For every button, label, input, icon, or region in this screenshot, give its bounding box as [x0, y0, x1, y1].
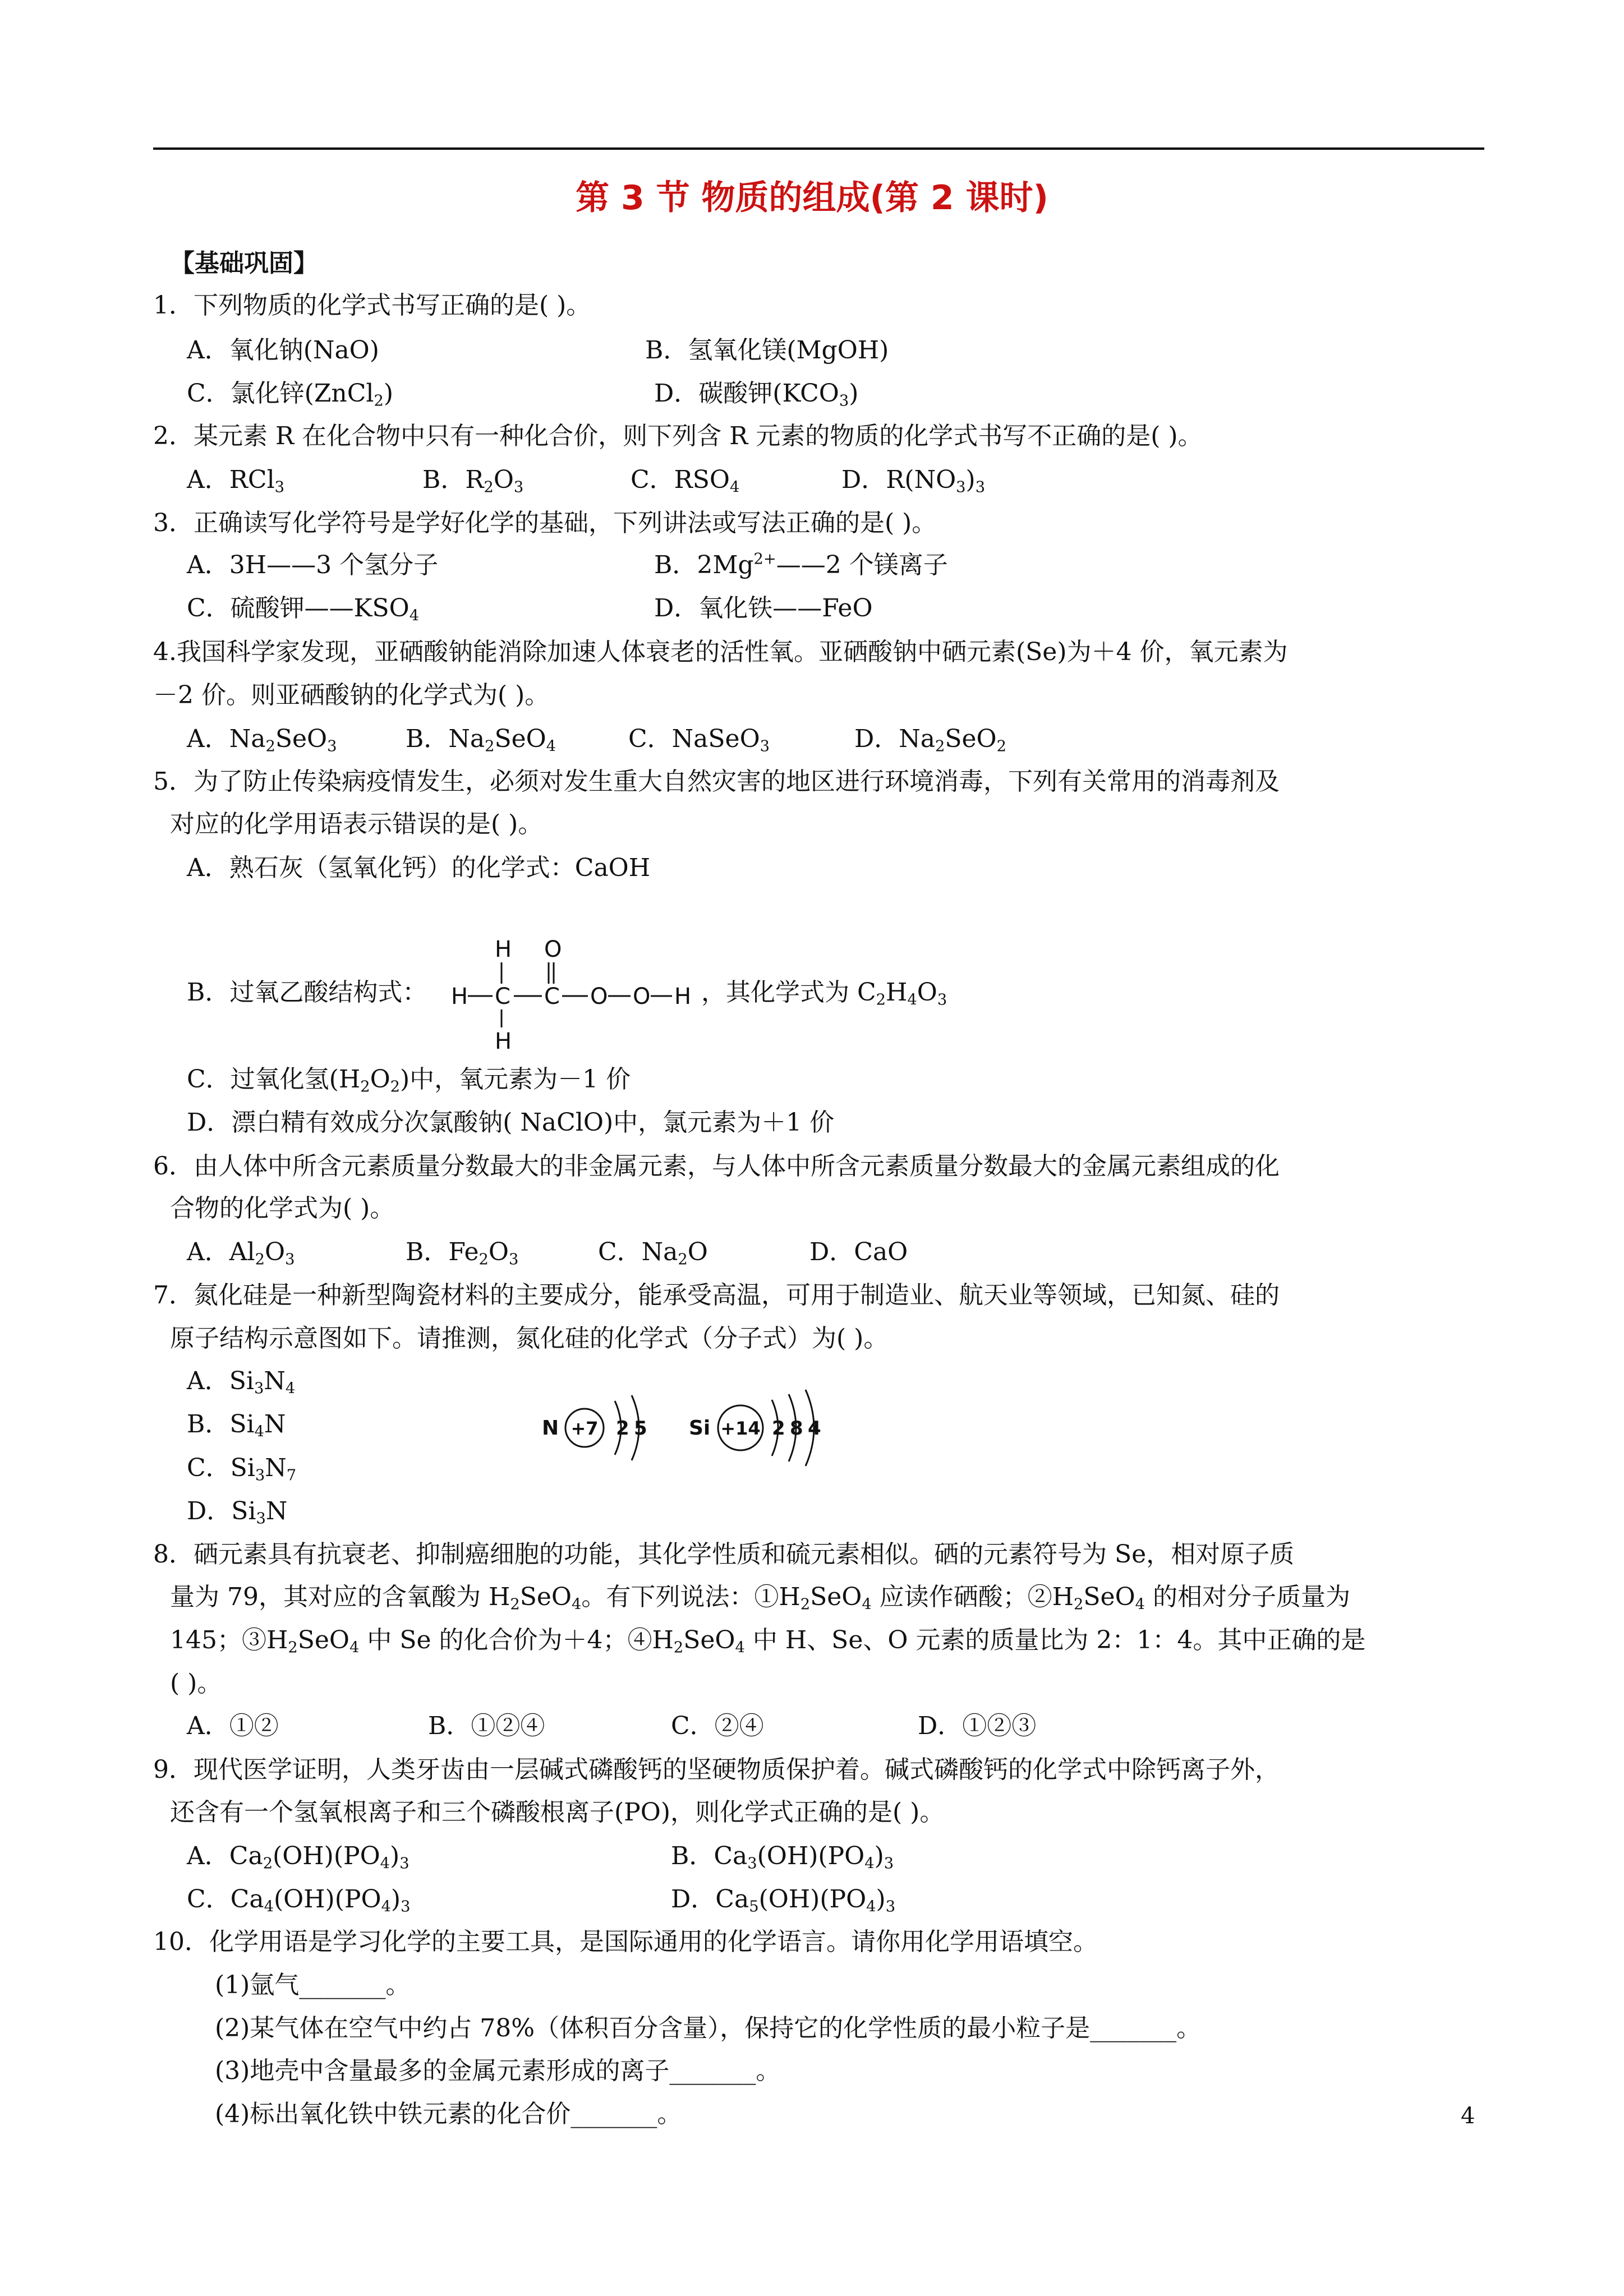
question-9-stem-cont: 还含有一个氢氧根离子和三个磷酸根离子(PO)，则化学式正确的是( )。 [170, 1798, 945, 1827]
q6-option-c: C．$Na_2O$ [598, 1238, 708, 1269]
question-2-stem: 2．某元素 R 在化合物中只有一种化合价，则下列含 R 元素的物质的化学式书写不正确的是( )。 [153, 422, 1203, 450]
q8-option-c: C．②④ [671, 1712, 764, 1740]
q8-option-b: B．①②④ [428, 1712, 545, 1740]
question-8-stem: 8．硒元素具有抗衰老、抑制癌细胞的功能，其化学性质和硫元素相似。硒的元素符号为 Se，相对原子质 [153, 1540, 1295, 1569]
question-7-stem-cont: 原子结构示意图如下。请推测，氮化硅的化学式（分子式）为( )。 [170, 1324, 889, 1353]
struct-atom-o1: O [590, 984, 608, 1009]
q2-option-a: A．RCl$_3$ [187, 465, 285, 496]
question-5-stem-cont: 对应的化学用语表示错误的是( )。 [170, 810, 543, 838]
q3-option-d: D．氧化铁——FeO [654, 594, 873, 623]
q1-option-d: D．碳酸钾$(KCO_3)$ [654, 379, 859, 410]
q6-option-b: B．$Fe_2O_3$ [406, 1238, 519, 1269]
question-7-stem: 7．氮化硅是一种新型陶瓷材料的主要成分，能承受高温，可用于制造业、航天业等领域，已知氮、硅的 [153, 1281, 1280, 1310]
si-shell-1-electrons: 2 [772, 1417, 785, 1440]
question-8-stem-line2: 量为 79，其对应的含氧酸为 $H_2SeO_4$。有下列说法：$①H_2SeO_4$ 应读作硒酸；$②H_2SeO_4$ 的相对分子质量为 [170, 1583, 1351, 1613]
question-6-stem: 6．由人体中所含元素质量分数最大的非金属元素，与人体中所含元素质量分数最大的金属元素组成的化 [153, 1152, 1280, 1181]
question-8-stem-line4: ( )。 [170, 1669, 222, 1698]
si-atom-symbol: Si [689, 1417, 711, 1440]
struct-atom-c2: C [544, 984, 560, 1009]
q10-subquestion-4: (4)标出氧化铁中铁元素的化合价_______。 [215, 2100, 682, 2128]
n-shell-2-electrons: 5 [634, 1417, 647, 1440]
q1-option-b: B．氢氧化镁(MgOH) [645, 336, 889, 365]
q7-option-b: B．$Si_4N$ [187, 1410, 286, 1441]
q2-option-d: D．$R(NO_3)_3$ [841, 465, 986, 496]
q10-subquestion-1: (1)氩气_______。 [215, 1971, 411, 1999]
si-shell-2-electrons: 8 [790, 1417, 803, 1440]
q4-option-b: B．$Na_2SeO_4$ [406, 725, 556, 755]
q8-option-a: A．①② [187, 1712, 279, 1740]
q7-option-c: C．$Si_3N_7$ [187, 1454, 297, 1484]
question-4-stem: 4.我国科学家发现，亚硒酸钠能消除加速人体衰老的活性氧。亚硒酸钠中硒元素(Se)为＋4 价，氧元素为 [153, 638, 1288, 666]
q10-subquestion-2: (2)某气体在空气中约占 78%（体积百分含量），保持它的化学性质的最小粒子是_______。 [215, 2014, 1202, 2043]
struct-atom-h-left: H [451, 984, 468, 1009]
n-atom-symbol: N [542, 1417, 559, 1440]
nitrogen-atom-diagram [542, 1395, 647, 1460]
q7-option-d: D．$Si_3N$ [187, 1497, 288, 1528]
struct-atom-h-right: H [674, 984, 692, 1009]
page-number: 4 [1461, 2103, 1475, 2129]
q9-option-d: D．$Ca_5(OH)(PO_4)_3$ [671, 1885, 896, 1916]
struct-atom-c1: C [495, 984, 510, 1009]
q9-option-a: A．$Ca_2(OH)(PO_4)_3$ [187, 1842, 410, 1873]
silicon-atom-diagram [689, 1390, 821, 1466]
n-nucleus-charge: +7 [571, 1418, 599, 1439]
q5-option-b-prefix: B．过氧乙酸结构式： [187, 978, 427, 1007]
q1-option-c: C．氯化锌(ZnCl$_2$) [187, 379, 394, 410]
q3-option-c: C．硫酸钾$——KSO_4$ [187, 594, 420, 625]
q4-option-c: C．NaSeO$_3$ [628, 725, 770, 755]
q1-option-a: A．氧化钠(NaO) [187, 336, 379, 365]
q9-option-c: C．$Ca_4(OH)(PO_4)_3$ [187, 1885, 411, 1916]
question-4-stem-cont: －2 价。则亚硒酸钠的化学式为( )。 [153, 681, 550, 709]
q6-option-d: D．CaO [809, 1238, 908, 1266]
page-title: 第 3 节 物质的组成(第 2 课时) [576, 178, 1048, 218]
struct-atom-h-top: H [495, 937, 512, 962]
question-6-stem-cont: 合物的化学式为( )。 [170, 1194, 395, 1223]
q2-option-c: C．$RSO_4$ [631, 465, 740, 496]
struct-atom-o-top: O [544, 937, 562, 962]
question-10-stem: 10．化学用语是学习化学的主要工具，是国际通用的化学语言。请你用化学用语填空。 [153, 1928, 1098, 1956]
q3-option-a: A．3H——3 个氢分子 [187, 551, 439, 579]
header-rule [153, 147, 1484, 150]
q10-subquestion-3: (3)地壳中含量最多的金属元素形成的离子_______。 [215, 2057, 781, 2085]
q5-option-c: C．过氧化氢$(H_2O_2)$中，氧元素为－1 价 [187, 1065, 631, 1096]
q4-option-a: A．$Na_2SeO_3$ [187, 725, 337, 755]
q9-option-b: B．$Ca_3(OH)(PO_4)_3$ [671, 1842, 894, 1873]
section-heading: 【基础巩固】 [170, 249, 318, 278]
q8-option-d: D．①②③ [918, 1712, 1037, 1740]
atomic-structure-diagrams [533, 1385, 836, 1475]
si-nucleus-charge: +14 [720, 1418, 761, 1439]
q5-option-b-suffix: ，其化学式为 $C_2H_4O_3$ [701, 978, 947, 1009]
question-1-stem: 1．下列物质的化学式书写正确的是( )。 [153, 291, 591, 320]
q2-option-b: B．$R_2O_3$ [422, 465, 524, 496]
q3-option-b: B．$2Mg^{2+}——2$ 个镁离子 [654, 550, 948, 579]
struct-atom-o2: O [633, 984, 651, 1009]
question-9-stem: 9．现代医学证明，人类牙齿由一层碱式磷酸钙的坚硬物质保护着。碱式磷酸钙的化学式中除钙离子外， [153, 1755, 1280, 1784]
peracetic-acid-structure [443, 931, 696, 1060]
n-shell-1-electrons: 2 [616, 1417, 629, 1440]
question-5-stem: 5．为了防止传染病疫情发生，必须对发生重大自然灾害的地区进行环境消毒，下列有关常用的消毒剂及 [153, 767, 1280, 796]
si-shell-3-electrons: 4 [808, 1417, 821, 1440]
struct-atom-h-bottom: H [495, 1029, 512, 1054]
q4-option-d: D．$Na_2SeO_2$ [854, 725, 1006, 755]
q5-option-d: D．漂白精有效成分次氯酸钠( NaClO)中，氯元素为＋1 价 [187, 1108, 835, 1137]
q7-option-a: A．$Si_3N_4$ [187, 1367, 296, 1398]
question-8-stem-line3: 145；$③H_2SeO_4$ 中 Se 的化合价为＋4；$④H_2SeO_4$ 中 H、Se、O 元素的质量比为 2：1：4。其中正确的是 [170, 1626, 1366, 1657]
question-3-stem: 3．正确读写化学符号是学好化学的基础，下列讲法或写法正确的是( )。 [153, 509, 937, 537]
q5-option-a: A．熟石灰（氢氧化钙）的化学式：CaOH [187, 854, 651, 882]
q6-option-a: A．$Al_2O_3$ [187, 1238, 295, 1269]
